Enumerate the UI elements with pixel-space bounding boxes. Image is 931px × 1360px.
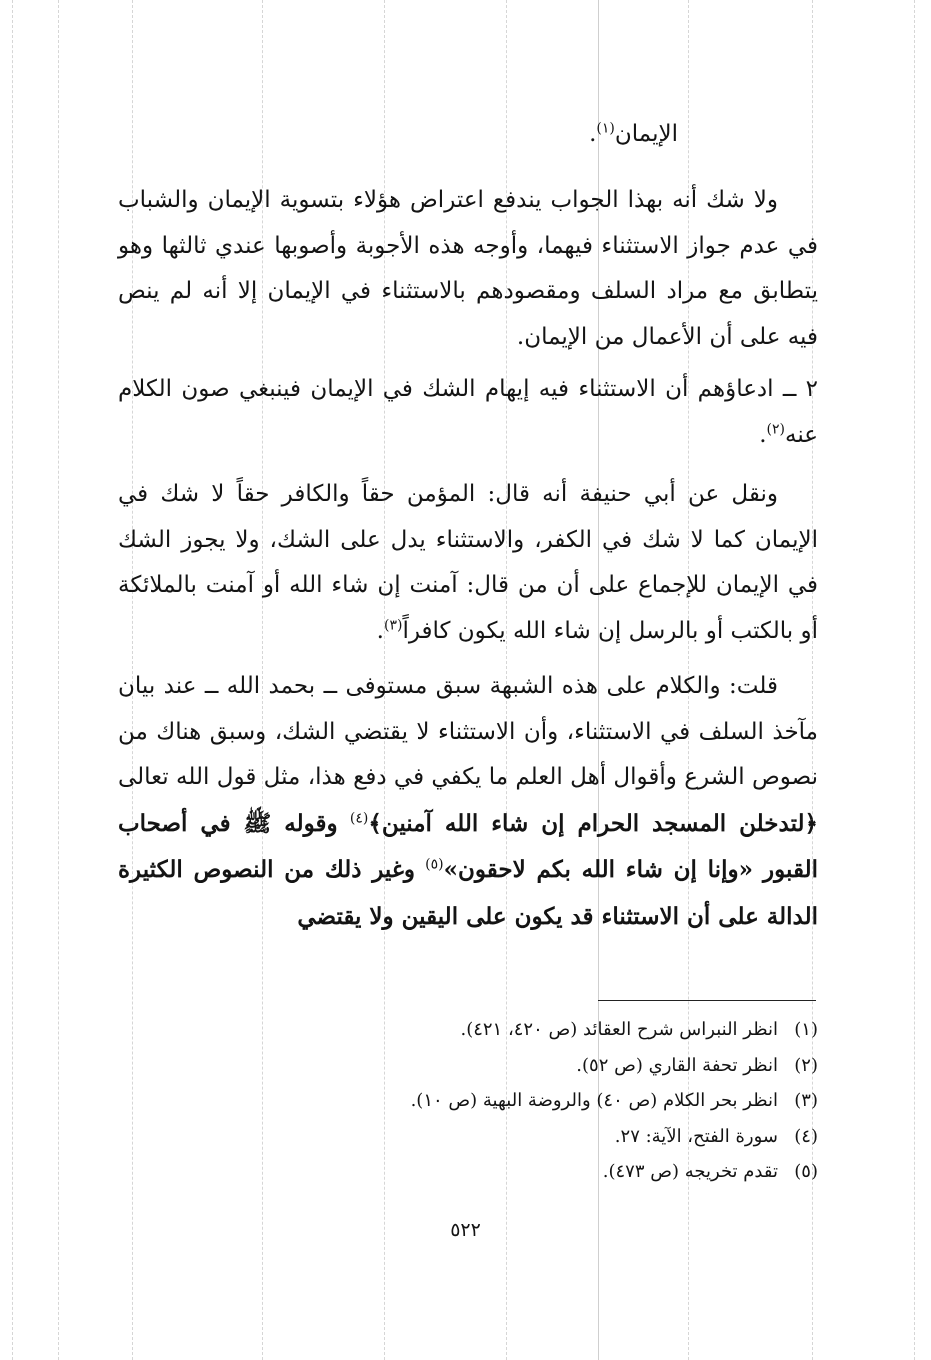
footnote-text: سورة الفتح، الآية: ٢٧. (614, 1125, 778, 1147)
footnotes (118, 1012, 818, 1190)
footnote-number: (٤) (794, 1125, 818, 1147)
opening-line-text: الإيمان (614, 121, 678, 147)
footnote-number: (٣) (794, 1090, 818, 1111)
scan-guide-line (12, 0, 13, 1360)
paragraph-1 (118, 178, 818, 360)
footnote-separator (598, 1000, 816, 1001)
footnote-item (118, 1154, 818, 1190)
footnote-text: تقدم تخريجه (ص ٤٧٣). (602, 1161, 778, 1182)
paragraph-text: ولا شك أنه بهذا الجواب يندفع اعتراض هؤلاء بتسوية الإيمان والشباب في عدم جواز الاستثناء فيهما، وأوجه هذه الأجوبة وأصوبها عندي ثالثها وهو يتطابق مع مراد السلف ومقصودهم بالاستثناء في الإيمان إلا أنه لم ينص فيه على أن الأعمال من الإيمان. (118, 187, 818, 350)
paragraph-4 (118, 664, 818, 940)
footnote-ref-4[interactable]: (٤) (349, 809, 369, 826)
footnote-number: (١) (794, 1019, 818, 1040)
footnote-text: انظر النبراس شرح العقائد (ص ٤٢٠، ٤٢١). (460, 1019, 778, 1040)
paragraph-2-end: . (759, 421, 767, 448)
paragraph-2-text: ٢ ــ ادعاؤهم أن الاستثناء فيه إيهام الشك في الإيمان فينبغي صون الكلام عنه (118, 376, 818, 448)
footnote-ref-5[interactable]: (٥) (425, 856, 444, 873)
footnote-number: (٢) (794, 1054, 818, 1076)
paragraph-4-text-a: قلت: والكلام على هذه الشبهة سبق مستوفى ــ بحمد الله ــ عند بيان مآخذ السلف في الاستثناء، وأن الاستثناء لا يقتضي الشك، وسبق هناك من نصوص الشرع وأقوال أهل العلم ما يكفي في دفع هذا، مثل قول الله تعالى (118, 673, 818, 790)
opening-line-end: . (589, 121, 597, 147)
footnote-text: انظر بحر الكلام (ص ٤٠) والروضة البهية (ص ١٠). (410, 1090, 778, 1111)
paragraph-text (118, 367, 818, 458)
footnote-text: انظر تحفة القاري (ص ٥٢). (576, 1054, 778, 1076)
scan-guide-line (58, 0, 59, 1360)
quran-quote: ﴿لتدخلن المسجد الحرام إن شاء الله آمنين﴾ (368, 809, 818, 837)
paragraph-3 (118, 472, 818, 654)
opening-line (118, 112, 678, 157)
paragraph-text (118, 664, 818, 940)
paragraph-2 (118, 367, 818, 458)
paragraph-3-text: ونقل عن أبي حنيفة أنه قال: المؤمن حقاً والكافر حقاً لا شك في الإيمان كما لا شك في الكفر، والاستثناء يدل على الشك، ولا يجوز الشك في الإيمان للإجماع على أن من قال: آمنت إن شاء الله أو آمنت بالملائكة أو بالكتب أو بالرسل إن شاء الله يكون كافراً (118, 481, 818, 644)
paragraph-4-text-b: وقوله ﷺ في أصحاب القبور (118, 809, 818, 883)
footnote-ref-2[interactable]: (٢) (766, 420, 785, 437)
hadith-quote: «وإنا إن شاء الله بكم لاحقون» (443, 856, 753, 883)
footnote-ref-3[interactable]: (٣) (383, 616, 403, 633)
paragraph-3-end: . (376, 617, 384, 644)
footnote-item (118, 1119, 818, 1155)
footnote-number: (٥) (794, 1161, 818, 1182)
paragraph-text (118, 472, 818, 654)
footnote-ref-1[interactable]: (١) (596, 120, 615, 137)
paragraph-4-text-c: وغير ذلك من النصوص الكثيرة الدالة على أن الاستثناء قد يكون على اليقين ولا يقتضي (118, 856, 818, 930)
footnote-item (118, 1012, 818, 1048)
footnote-item (118, 1083, 818, 1119)
footnote-item (118, 1048, 818, 1084)
scan-guide-line (914, 0, 915, 1360)
page-number: ٥٢٢ (450, 1219, 481, 1241)
